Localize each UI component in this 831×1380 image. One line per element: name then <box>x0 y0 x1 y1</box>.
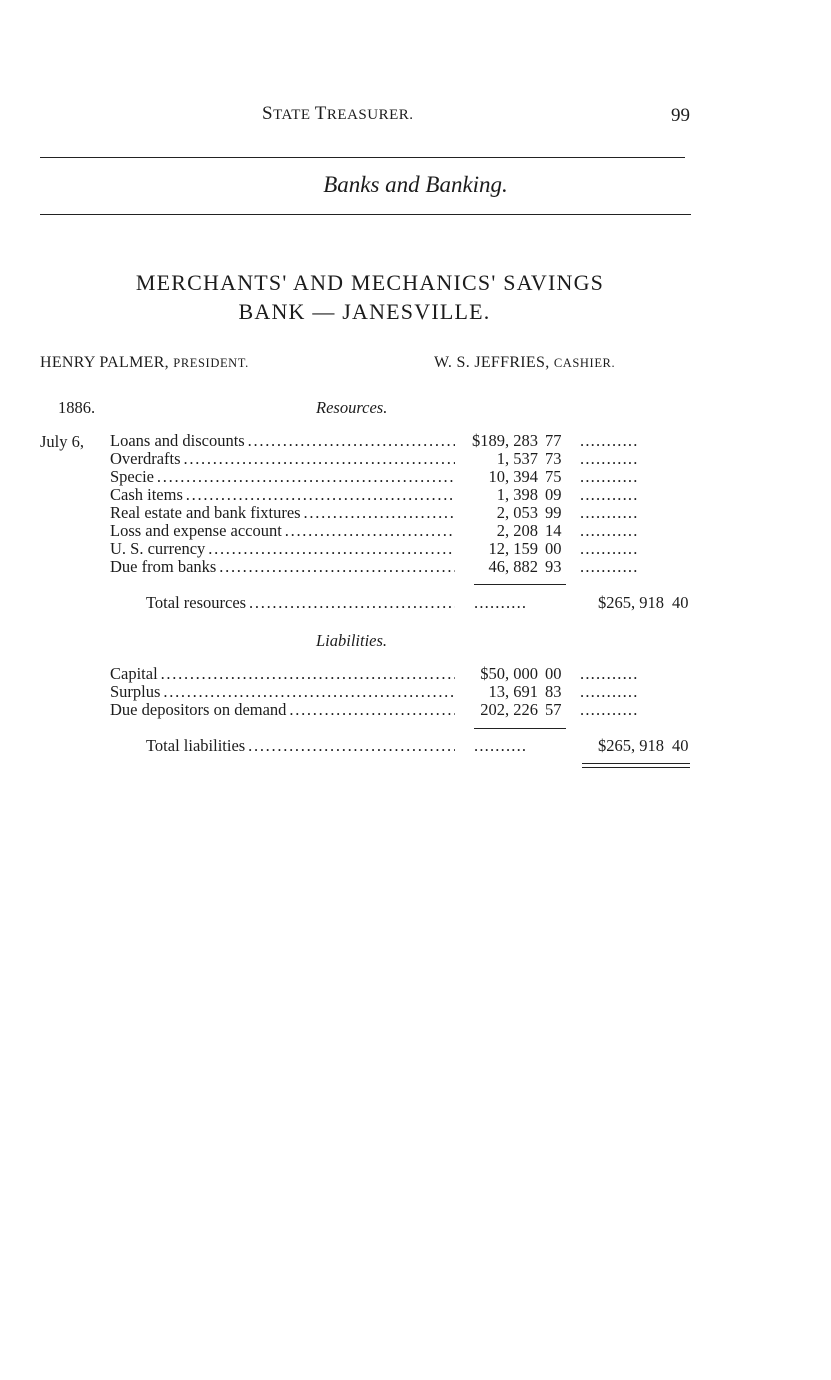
liability-label: Due depositors on demand . . . <box>110 701 455 719</box>
resource-label: Overdrafts . . . <box>110 450 455 468</box>
liability-cents: 57 <box>545 700 562 719</box>
resource-amount: 10, 394 <box>488 467 538 486</box>
president-name: HENRY PALMER, <box>40 354 169 371</box>
liabilities-subtotal-rule <box>474 728 566 729</box>
top-rule <box>40 157 685 158</box>
total-resources-dots: .......... <box>474 594 528 612</box>
resource-row <box>0 558 831 576</box>
cashier-name: W. S. JEFFRIES, <box>434 354 550 371</box>
running-head-initial: S <box>262 103 274 124</box>
resource-amount: 1, 537 <box>496 449 538 468</box>
resource-cents: 75 <box>545 467 562 486</box>
total-resources-row <box>0 594 831 612</box>
running-head <box>262 103 414 125</box>
resource-row <box>0 504 831 522</box>
resource-amount: 2, 208 <box>496 521 538 540</box>
page-number: 99 <box>671 105 690 126</box>
resource-amount: 1, 398 <box>496 485 538 504</box>
resource-amount: 46, 882 <box>488 557 538 576</box>
liability-label: Surplus . . . <box>110 683 455 701</box>
president <box>40 354 249 372</box>
liability-amount: $50, 000 <box>480 664 538 683</box>
resource-total-column-dots: ........... <box>580 504 639 522</box>
liability-amount: 13, 691 <box>488 682 538 701</box>
liability-cents: 00 <box>545 664 562 683</box>
resource-row <box>0 432 831 450</box>
resource-row <box>0 486 831 504</box>
cashier <box>434 354 615 372</box>
liability-row <box>0 665 831 683</box>
resource-amount: $189, 283 <box>472 431 538 450</box>
resource-total-column-dots: ........... <box>580 432 639 450</box>
total-resources-amount: $265, 918 <box>598 593 664 612</box>
running-head-initial-2: T <box>314 103 327 124</box>
resource-cents: 99 <box>545 503 562 522</box>
resource-cents: 14 <box>545 521 562 540</box>
section-title: Banks and Banking. <box>323 172 508 197</box>
double-rule-top <box>582 763 690 764</box>
total-liabilities-cents: 40 <box>672 736 689 755</box>
resource-row <box>0 540 831 558</box>
resource-total-column-dots: ........... <box>580 486 639 504</box>
total-liabilities-amount: $265, 918 <box>598 736 664 755</box>
resource-cents: 09 <box>545 485 562 504</box>
resource-cents: 93 <box>545 557 562 576</box>
resource-total-column-dots: ........... <box>580 522 639 540</box>
resource-row <box>0 522 831 540</box>
bank-title-line-2: BANK — JANESVILLE. <box>238 299 491 324</box>
resource-cents: 00 <box>545 539 562 558</box>
liability-label: Capital . . . <box>110 665 455 683</box>
liability-cents: 83 <box>545 682 562 701</box>
report-date: July 6, <box>40 432 85 451</box>
liability-row <box>0 701 831 719</box>
total-resources-cents: 40 <box>672 593 689 612</box>
total-resources-label: Total resources . . . <box>146 594 455 612</box>
resource-label: Specie . . . <box>110 468 455 486</box>
bank-title-line-1: MERCHANTS' AND MECHANICS' SAVINGS <box>135 270 605 295</box>
cashier-title: CASHIER. <box>553 356 616 370</box>
resource-cents: 73 <box>545 449 562 468</box>
resource-total-column-dots: ........... <box>580 540 639 558</box>
resource-label: Loans and discounts . . . <box>110 432 455 450</box>
total-liabilities-dots: .......... <box>474 737 528 755</box>
liabilities-heading: Liabilities. <box>316 631 388 650</box>
resource-row <box>0 450 831 468</box>
resource-amount: 2, 053 <box>496 503 538 522</box>
resource-row <box>0 468 831 486</box>
liability-total-column-dots: ........... <box>580 701 639 719</box>
resource-total-column-dots: ........... <box>580 468 639 486</box>
resource-label: U. S. currency . . . <box>110 540 455 558</box>
report-year: 1886. <box>58 398 96 417</box>
running-head-part2: REASURER. <box>326 107 414 123</box>
resources-subtotal-rule <box>474 584 566 585</box>
president-title: PRESIDENT. <box>173 356 249 370</box>
liability-total-column-dots: ........... <box>580 683 639 701</box>
resource-label: Cash items . . . <box>110 486 455 504</box>
resource-total-column-dots: ........... <box>580 450 639 468</box>
resource-label: Due from banks . . . <box>110 558 455 576</box>
resource-amount: 12, 159 <box>488 539 538 558</box>
resource-label: Real estate and bank fixtures . . . <box>110 504 455 522</box>
total-liabilities-row <box>0 737 831 755</box>
resource-label: Loss and expense account . . . <box>110 522 455 540</box>
liability-total-column-dots: ........... <box>580 665 639 683</box>
running-head-part1: TATE <box>273 107 315 123</box>
double-rule-bottom <box>582 767 690 768</box>
bottom-rule <box>40 214 691 215</box>
resources-heading: Resources. <box>316 398 388 417</box>
liability-amount: 202, 226 <box>480 700 538 719</box>
total-liabilities-label: Total liabilities . . . <box>146 737 455 755</box>
resource-cents: 77 <box>545 431 562 450</box>
resource-total-column-dots: ........... <box>580 558 639 576</box>
liability-row <box>0 683 831 701</box>
